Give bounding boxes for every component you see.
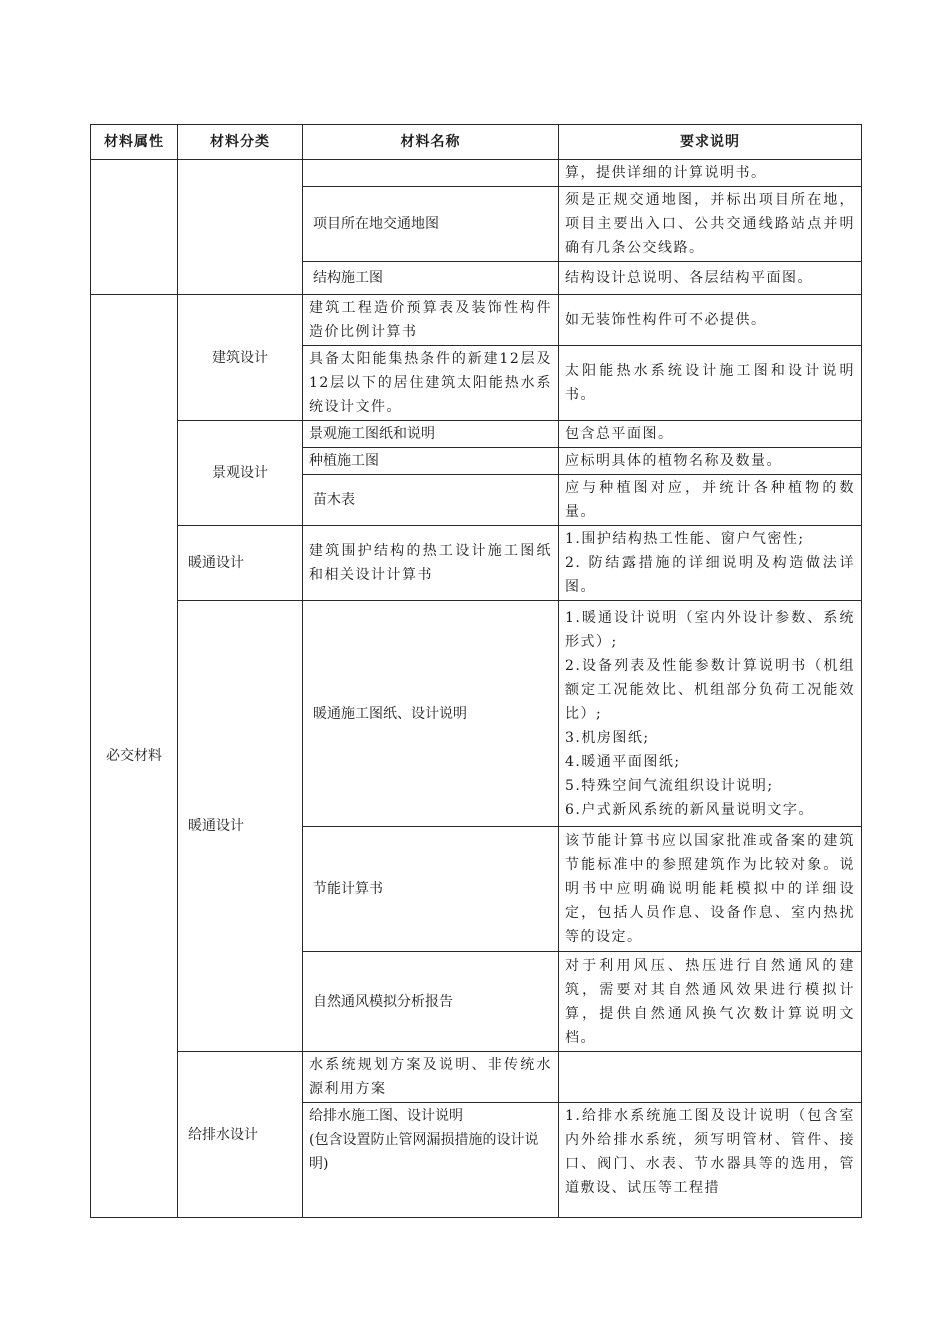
requirement-list (559, 526, 862, 601)
requirement-line: 2.设备列表及性能参数计算说明书（机组额定工况能效比、机组部分负荷工况能效比）; (565, 657, 855, 722)
table-row (91, 601, 862, 827)
requirement-text: 该节能计算书应以国家批准或备案的建筑节能标准中的参照建筑作为比较对象。说明书中应明确说明能耗模拟中的详细设定，包括人员作息、设备作息、室内热扰等的设定。 (559, 827, 862, 952)
material-name-line: (包含设置防止管网漏损措施的设计说明) (309, 1132, 539, 1172)
material-name: 景观施工图纸和说明 (303, 421, 559, 448)
attr-cell-empty (91, 160, 178, 295)
requirement-text (559, 1052, 862, 1103)
header-requirement: 要求说明 (559, 125, 862, 160)
material-name: 结构施工图 (303, 262, 559, 295)
material-name: 苗木表 (303, 475, 559, 526)
requirement-text: 应与种植图对应，并统计各种植物的数量。 (559, 475, 862, 526)
requirement-text: 结构设计总说明、各层结构平面图。 (559, 262, 862, 295)
requirement-text: 算，提供详细的计算说明书。 (559, 160, 862, 187)
header-attr: 材料属性 (91, 125, 178, 160)
requirement-line: 2. 防结露措施的详细说明及构造做法详图。 (565, 555, 855, 595)
header-name: 材料名称 (303, 125, 559, 160)
material-name: 种植施工图 (303, 448, 559, 475)
requirement-list (559, 601, 862, 827)
material-name (303, 1103, 559, 1218)
table-row (91, 160, 862, 187)
requirement-text: 如无装饰性构件可不必提供。 (559, 295, 862, 346)
requirement-text: 应标明具体的植物名称及数量。 (559, 448, 862, 475)
requirement-text: 1.给排水系统施工图及设计说明（包含室内外给排水系统，须写明管材、管件、接口、阀门、水表、节水器具等的选用，管道敷设、试压等工程措 (559, 1103, 862, 1218)
requirement-text: 太阳能热水系统设计施工图和设计说明书。 (559, 346, 862, 421)
table-header-row (91, 125, 862, 160)
material-name: 暖通施工图纸、设计说明 (303, 601, 559, 827)
category-cell-empty (178, 160, 303, 295)
category-building: 建筑设计 (178, 295, 303, 421)
material-name: 项目所在地交通地图 (303, 187, 559, 262)
material-name: 具备太阳能集热条件的新建12层及12层以下的居住建筑太阳能热水系统设计文件。 (303, 346, 559, 421)
requirement-line: 3.机房图纸; (565, 729, 650, 746)
category-hvac-envelope: 暖通设计 (178, 526, 303, 601)
header-category: 材料分类 (178, 125, 303, 160)
material-name: 建筑围护结构的热工设计施工图纸和相关设计计算书 (303, 526, 559, 601)
requirement-line: 1.围护结构热工性能、窗户气密性; (565, 531, 805, 547)
requirement-text: 包含总平面图。 (559, 421, 862, 448)
table-row (91, 1052, 862, 1103)
material-name: 水系统规划方案及说明、非传统水源利用方案 (303, 1052, 559, 1103)
material-name: 建筑工程造价预算表及装饰性构件造价比例计算书 (303, 295, 559, 346)
material-name-line: 给排水施工图、设计说明 (309, 1108, 463, 1124)
requirement-line: 4.暖通平面图纸; (565, 753, 681, 770)
requirement-text: 须是正规交通地图，并标出项目所在地，项目主要出入口、公共交通线路站点并明确有几条公交线路。 (559, 187, 862, 262)
table-row (91, 421, 862, 448)
requirement-line: 6.户式新风系统的新风量说明文字。 (565, 801, 814, 818)
material-name: 节能计算书 (303, 827, 559, 952)
category-landscape: 景观设计 (178, 421, 303, 526)
requirement-line: 1.暖通设计说明（室内外设计参数、系统形式）; (565, 609, 855, 650)
category-water: 给排水设计 (178, 1052, 303, 1218)
material-name (303, 160, 559, 187)
requirement-line: 5.特殊空间气流组织设计说明; (565, 777, 774, 794)
category-hvac: 暖通设计 (178, 601, 303, 1052)
materials-table (90, 124, 862, 1218)
table-row (91, 526, 862, 601)
material-name: 自然通风模拟分析报告 (303, 952, 559, 1052)
attr-cell: 必交材料 (91, 295, 178, 1218)
table-row (91, 295, 862, 346)
requirement-text: 对于利用风压、热压进行自然通风的建筑，需要对其自然通风效果进行模拟计算，提供自然通风换气次数计算说明文档。 (559, 952, 862, 1052)
